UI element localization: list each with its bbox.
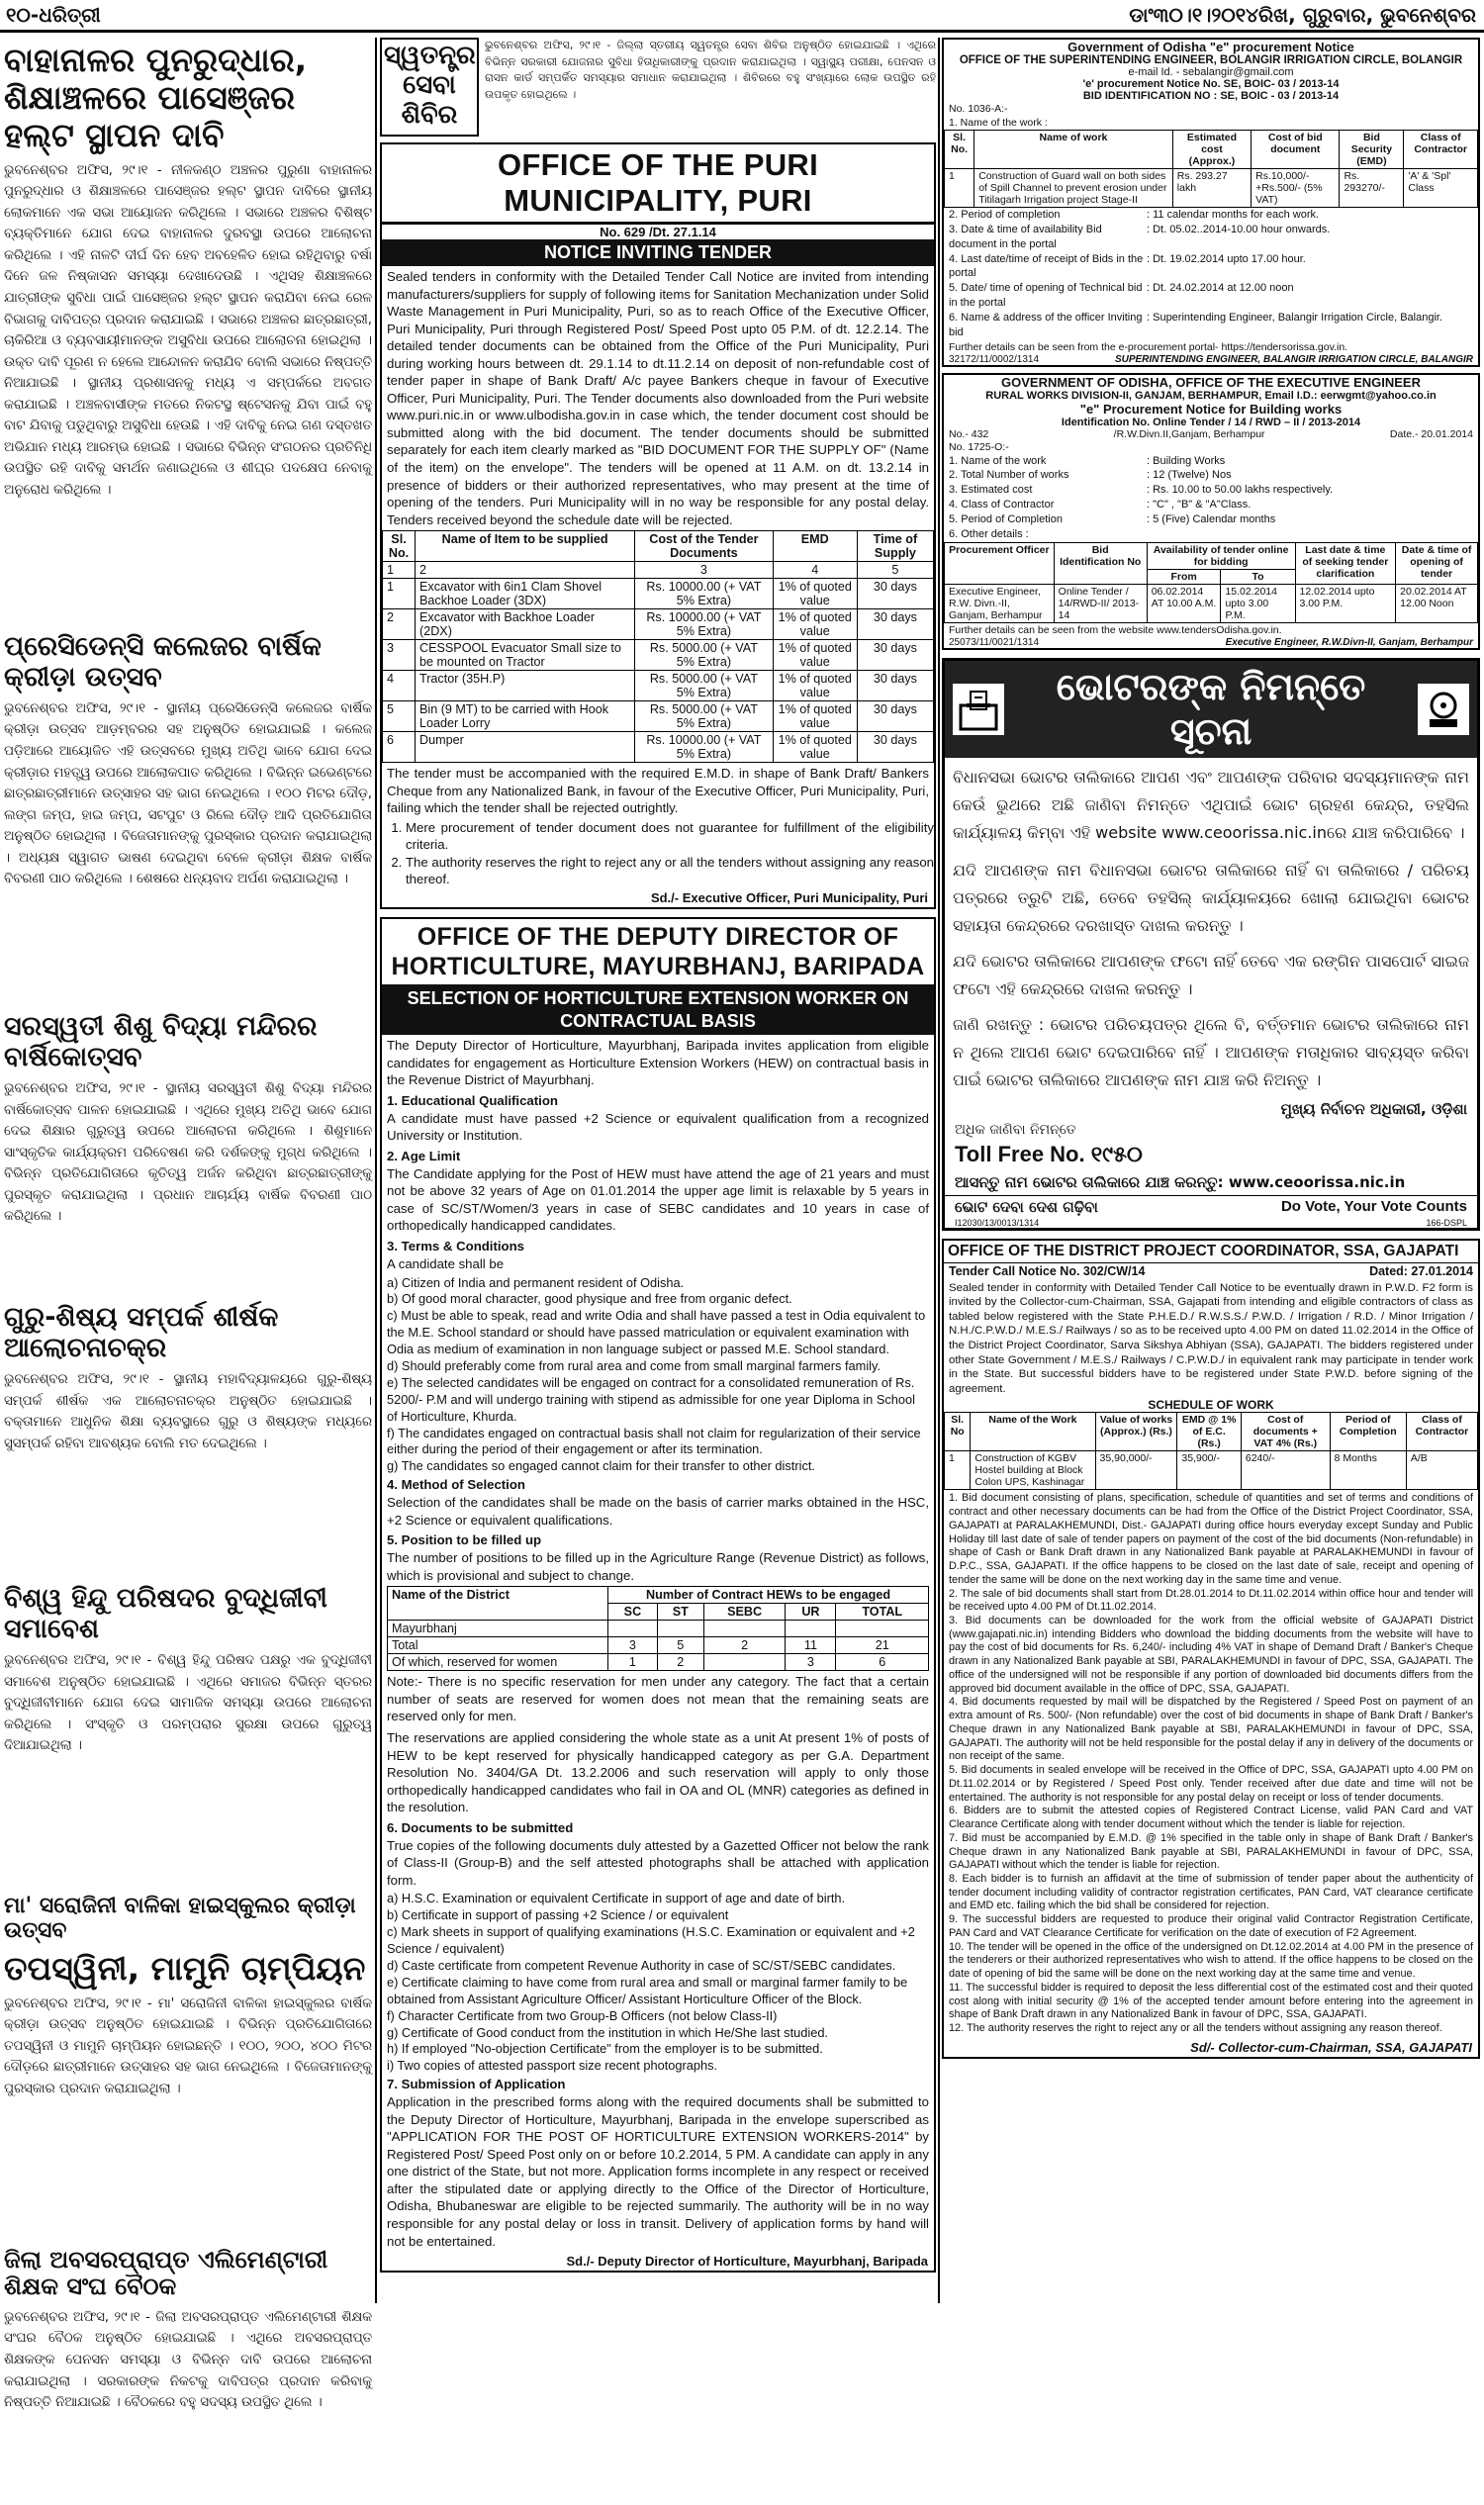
article-body: ଭୁବନେଶ୍ବର ଅଫିସ, ୨୯।୧ - ସ୍ଥାନୀୟ ସରସ୍ୱତୀ ଶିଶୁ ବିଦ୍ୟା ମନ୍ଦିରର ବାର୍ଷିକୋତ୍ସବ ପାଳନ ହୋଇଯାଇଛି । ଏଥିରେ ମୁଖ୍ୟ ଅତିଥି ଭାବେ ଯୋଗ ଦେଇ ଶିକ୍ଷାର ଗୁରୁତ୍ୱ ଉପରେ ଆଲୋଚନା କରିଥିଲେ । ଶିଶୁମାନେ ସାଂସ୍କୃତିକ କାର୍ଯ୍ୟକ୍ରମ ପରିବେଷଣ କରି ଦର୍ଶକଙ୍କୁ ମୁଗ୍ଧ କରିଥିଲେ । ବିଭିନ୍ନ ପ୍ରତିଯୋଗିତାରେ କୃତିତ୍ୱ ଅର୍ଜନ କରିଥିବା ଛାତ୍ରଛାତ୍ରୀଙ୍କୁ ପୁରସ୍କୃତ କରାଯାଇଥିଲା । ପ୍ରଧାନ ଆଚାର୍ଯ୍ୟ ବାର୍ଷିକ ବିବରଣୀ ପାଠ କରିଥିଲେ । bbox=[4, 1081, 372, 1225]
headline: ପ୍ରେସିଡେନ୍ସି କଲେଜର ବାର୍ଷିକ କ୍ରୀଡ଼ା ଉତ୍ସବ bbox=[4, 630, 322, 693]
promo-tag: ସ୍ୱତନ୍ତ୍ର ସେବା ଶିବିର bbox=[380, 38, 479, 137]
office-address: /R.W.Divn.II,Ganjam, Berhampur bbox=[1113, 427, 1265, 440]
signature: Sd/- Collector-cum-Chairman, SSA, GAJAPATI bbox=[1190, 2039, 1472, 2055]
table-cell: 2 bbox=[416, 562, 635, 579]
table-row bbox=[945, 1451, 1478, 1490]
table-header: Last date & time of seeking tender clarification bbox=[1295, 542, 1396, 584]
detail-label: 2. Total Number of works bbox=[949, 469, 1069, 482]
signature: SUPERINTENDING ENGINEER, BALANGIR IRRIGATION CIRCLE, BALANGIR bbox=[1114, 353, 1473, 365]
section-heading: 1. Educational Qualification bbox=[387, 1092, 558, 1108]
promo-block bbox=[380, 38, 936, 137]
table-row bbox=[383, 609, 934, 640]
slogan-odia: ଭୋଟ ଦେବା ଦେଶ ଗଢ଼ିବା bbox=[955, 1197, 1098, 1216]
table-header: Cost of bid document bbox=[1252, 131, 1340, 169]
notice-title: OFFICE OF THE DEPUTY DIRECTOR OF HORTICULTURE, MAYURBHANJ, BARIPADA bbox=[391, 923, 925, 981]
bid-id: BID IDENTIFICATION NO : SE, BOIC - 03 / 2013-14 bbox=[1082, 90, 1340, 102]
table-cell: Of which, reserved for women bbox=[388, 1654, 608, 1671]
berhampur-notice bbox=[942, 373, 1480, 650]
table-cell: 'A' & 'Spl' Class bbox=[1404, 169, 1478, 208]
list-item: 7. Bid must be accompanied by E.M.D. @ 1% specified in the table only in shape of Bank Draft / Banker's Cheque drawn in any Nationalized Bank payable at SBI, PARALAKHEMUNDI in favour of DPC, SSA, GAJAPATI without which the tender is liable for rejection. bbox=[949, 1831, 1473, 1872]
table-cell: 4 bbox=[773, 562, 857, 579]
section-text: Application in the prescribed forms along with the required documents shall be submitted to the Deputy Director of Horticulture, Mayurbhanj, Baripada in the envelope superscribed as "APPLICATION FOR THE POST OF HORTICULTURE EXTENSION WORKERS-2014" by Registered Post/ Speed Post only on or before 10.2.2014, 5 PM. A candidate can apply in any one district of the State, but not more. Application forms incomplete in any respect or received after the stipulated date or applying directly to the Office of the Director of Horticulture, Odisha, Bhubaneswar are eligible to be rejected summarily. The authority will be in no way responsible for any postal delay or loss in transit. Delivery of application forms by hand will not be entertained. bbox=[387, 2094, 929, 2249]
list-item: 3. Bid documents can be downloaded for the work from the official website of GAJAPATI District (www.gajapati.nic.in) intending Bidders who download the bidding documents from the website will have to pay the cost of bid documents for Rs. 6,240/- including 4% VAT in shape of Demand Draft / Banker's Cheque drawn in any Nationalized Bank payable at SBI, PARALAKHEMUNDI in favour of DPC, SSA, GAJAPATI. The office of the undersigned will not be responsible if any portion of downloaded bid documents differs from the approved bid document available in the office of DPC, SSA, GAJAPATI. bbox=[949, 1615, 1473, 1695]
table-header: Time of Supply bbox=[857, 531, 933, 562]
table-header: Name of Item to be supplied bbox=[416, 531, 635, 562]
table-cell: 30 days bbox=[857, 701, 933, 732]
table-cell: Rs.10,000/- +Rs.500/- (5% VAT) bbox=[1252, 169, 1340, 208]
procurement-table bbox=[944, 542, 1478, 623]
table-cell: 6240/- bbox=[1241, 1451, 1330, 1490]
table-cell: 2 bbox=[703, 1637, 786, 1654]
section-text: A candidate must have passed +2 Science or equivalent qualification from a recognized University or Institution. bbox=[387, 1110, 929, 1144]
table-header: EMD @ 1% of E.C. (Rs.) bbox=[1177, 1413, 1241, 1451]
table-header: Cost of documents + VAT 4% (Rs.) bbox=[1241, 1413, 1330, 1451]
table-cell bbox=[703, 1654, 786, 1671]
list-item: c) Mark sheets in support of qualifying examinations (H.S.C. Examination or equivalent and +2 Science / equivalent) bbox=[387, 1924, 915, 1957]
column-divider bbox=[375, 38, 377, 2303]
table-header: Sl. No bbox=[945, 1413, 971, 1451]
headline: ବିଶ୍ୱ ହିନ୍ଦୁ ପରିଷଦର ବୁଦ୍ଧିଜୀବୀ ସମାବେଶ bbox=[4, 1583, 327, 1645]
notice-title: Government of Odisha "e" procurement Notice bbox=[1067, 40, 1354, 54]
list-item: 1. Mere procurement of tender document does not guarantee for fulfillment of the eligibility criteria. bbox=[406, 819, 934, 854]
list-item: d) Should preferably come from rural area and come from small marginal farmers family. bbox=[387, 1357, 881, 1373]
notice-bar: NOTICE INVITING TENDER bbox=[382, 239, 934, 266]
table-cell: 3 bbox=[786, 1654, 836, 1671]
section-text: A candidate shall be bbox=[387, 1255, 505, 1271]
notice-intro: Sealed tender in conformity with Detailed Tender Call Notice to be eventually drawn in P.W.D. F2 form is invited by the Collector-cum-Chairman, SSA, Gajapati from intending and eligible contractors of class as tabled below registered with the State P.H.E.D./ R.W.S.S./ P.W.D. / Irrigation / R.D. / Minor Irrigation / N.H./C.P.W.D./ M.E.S./ Railways / so as to be received upto 4.00 PM on dated 11.02.2014 in the Office of the District Project Coordinator, Sarva Sikshya Abhiyan (SSA), GAJAPATI. The bidders registered under other State Government / M.E.S./ Railways / C.P.W.D./ in equivalent rank may participate in tender work in the State. But successful bidders have to be registered under State P.W.D. before signing of the agreement. bbox=[949, 1281, 1473, 1395]
list-item: b) Certificate in support of passing +2 Science / or equivalent bbox=[387, 1907, 729, 1923]
table-cell: 8 Months bbox=[1330, 1451, 1406, 1490]
column-divider bbox=[938, 38, 940, 2303]
table-cell: CESSPOOL Evacuator Small size to be mounted on Tractor bbox=[416, 640, 635, 671]
notice-intro: Sealed tenders in conformity with the Detailed Tender Call Notice are invited from intending manufacturers/suppliers for supply of following items for Sanitation Mechanization under Solid Waste Management in Puri Municipality, Puri, so as to reach Office of the Executive Officer, Puri Municipality, Puri through Registered Post/ Speed Post upto 05 P.M. of dt. 12.2.14. The detailed tender documents can be obtained from the Office of the Puri Municipality, Puri during working hours between dt. 29.1.14 to dt.11.2.14 on deposit of non-refundable cost of tender paper in shape of Bank Draft/ A/c payee Bankers cheque in favour of Executive Officer, Puri Municipality, Puri. The Tender documents also downloaded from the Puri website www.puri.nic.in or www.ulbodisha.gov.in in case which, the tender document cost should be submitted along with the bid document. The tender documents should be submitted separately for each item clearly marked as "BID DOCUMENT FOR THE SUPPLY OF" (Name of the item) on the envelope". The tenders will be opened at 11 A.M. on dt. 13.2.14 in presence of bidders or their authorized representatives, who may present at the time of opening of the tenders. Puri Municipality will in no way be responsible for any postal delay. Tenders received beyond the schedule date will be rejected. bbox=[387, 269, 929, 527]
table-cell: 06.02.2014 AT 10.00 A.M. bbox=[1147, 584, 1221, 622]
table-header: Estimated cost (Approx.) bbox=[1172, 131, 1251, 169]
notice-column bbox=[942, 38, 1480, 2303]
table-cell: 15.02.2014 upto 3.00 P.M. bbox=[1221, 584, 1295, 622]
table-cell: 6 bbox=[836, 1654, 929, 1671]
ad-paragraph: ବିଧାନସଭା ଭୋଟର ତାଲିକାରେ ଆପଣ ଏବଂ ଆପଣଙ୍କ ପରିବାର ସଦସ୍ୟମାନଙ୍କ ନାମ କେଉଁ ଭୁଥରେ ଅଛି ଜାଣିବା ନିମନ୍ତେ ଏଥିପାଇଁ ଭୋଟ ଗ୍ରହଣ କେନ୍ଦ୍ର, ତହସିଲ କାର୍ଯ୍ୟାଳୟ କିମ୍ବା ଏହି website www.ceoorissa.nic.inରେ ଯାଞ୍ଚ କରିପାରିବେ । bbox=[953, 767, 1469, 842]
article-body: ଭୁବନେଶ୍ବର ଅଫିସ, ୨୯।୧ - ଜିଲ୍ଲା ସ୍ତରୀୟ ସ୍ୱତନ୍ତ୍ର ସେବା ଶିବିର ଅନୁଷ୍ଠିତ ହୋଇଯାଇଛି । ଏଥିରେ ବିଭିନ୍ନ ସରକାରୀ ଯୋଜନାର ସୁବିଧା ହିତାଧିକାରୀଙ୍କୁ ପ୍ରଦାନ କରାଯାଇଥିଲା । ସ୍ୱାସ୍ଥ୍ୟ ପରୀକ୍ଷା, ପେନସନ ଓ ରାସନ କାର୍ଡ ସମ୍ପର୍କିତ ସମସ୍ୟାର ସମାଧାନ କରାଯାଇଥିଲା । ଶିବିରରେ ବହୁ ସଂଖ୍ୟାରେ ଲୋକ ଉପସ୍ଥିତ ରହି ଉପକୃତ ହୋଇଥିଲେ । bbox=[485, 39, 936, 101]
table-cell: 5 bbox=[857, 562, 933, 579]
details-list bbox=[944, 454, 1478, 542]
documents-list bbox=[382, 1891, 934, 2075]
table-cell: Excavator with Backhoe Loader (2DX) bbox=[416, 609, 635, 640]
list-item: e) Certificate claiming to have come from rural area and small or marginal farmer family to be obtained from Assistant Agriculture Officer/ Assistant Horticulture Officer of the Block. bbox=[387, 1974, 908, 2006]
table-cell bbox=[786, 1621, 836, 1637]
detail-value: : 5 (Five) Calendar months bbox=[1147, 512, 1276, 525]
detail-value bbox=[1147, 527, 1473, 542]
table-cell: 5 bbox=[657, 1637, 703, 1654]
table-header: Class of Contractor bbox=[1406, 1413, 1477, 1451]
detail-label: 1. Name of the work bbox=[949, 454, 1047, 467]
article-body: ଭୁବନେଶ୍ବର ଅଫିସ, ୨୯।୧ - ମା' ସରୋଜିନୀ ବାଳିକା ହାଇସ୍କୁଲର ବାର୍ଷିକ କ୍ରୀଡ଼ା ଉତ୍ସବ ଅନୁଷ୍ଠିତ ହୋଇଯାଇଛି । ବିଭିନ୍ନ ପ୍ରତିଯୋଗିତାରେ ତପସ୍ୱିନୀ ଓ ମାମୁନି ଚାମ୍ପିୟନ ହୋଇଛନ୍ତି । ୧୦୦, ୨୦୦, ୪୦୦ ମିଟର ଦୌଡ଼ରେ ଛାତ୍ରୀମାନେ ଉତ୍ସାହର ସହ ଭାଗ ନେଇଥିଲେ । ବିଜେତାମାନଙ୍କୁ ପୁରସ୍କାର ପ୍ରଦାନ କରାଯାଇଥିଲା । bbox=[4, 1995, 372, 2096]
detail-label: 5. Period of Completion bbox=[949, 512, 1063, 525]
detail-value: : 12 (Twelve) Nos bbox=[1147, 469, 1232, 482]
detail-label: 6. Other details : bbox=[949, 527, 1029, 540]
voter-info-ad bbox=[942, 658, 1480, 1231]
ad-ref: 32172/11/0002/1314 bbox=[949, 353, 1040, 365]
table-header: Cost of the Tender Documents bbox=[635, 531, 773, 562]
table-cell: Rs. 293270/- bbox=[1340, 169, 1404, 208]
notice-number: 'e' procurement Notice No. SE, BOIC- 03 / 2013-14 bbox=[1082, 78, 1340, 90]
table-cell: 3 bbox=[635, 562, 773, 579]
puri-items-table bbox=[382, 530, 934, 763]
list-item: 8. Each bidder is to furnish an affidavit at the time of submission of tender paper about the authenticity of tender document including validity of contractor registration certificates, PAN Card, VAT clearance certificate and EMD etc. failing which the bid shall be considered for rejection. bbox=[949, 1872, 1473, 1912]
table-cell bbox=[657, 1621, 703, 1637]
ref-number: No. 1036-A:- bbox=[949, 103, 1008, 115]
list-item: 2. The authority reserves the right to reject any or all the tenders without assigning any reason thereof. bbox=[406, 854, 934, 888]
table-header: Availability of tender online for bidding bbox=[1147, 542, 1295, 569]
table-cell: 11 bbox=[786, 1637, 836, 1654]
notice-office: OFFICE OF THE SUPERINTENDING ENGINEER, BOLANGIR IRRIGATION CIRCLE, BOLANGIR bbox=[959, 54, 1463, 66]
vacancy-table bbox=[387, 1586, 929, 1671]
section-heading: 2. Age Limit bbox=[387, 1148, 461, 1163]
list-item: 11. The successful bidder is required to deposit the less differential cost of the estimated cost and their quoted cost along with initial security @ 1% of the accepted tender amount before entering into the agreement in shape of Bank Draft drawn in any Nationalized Bank in favour of DPC, SSA, GAJAPATI. bbox=[949, 1981, 1473, 2021]
table-cell: 3 bbox=[383, 640, 416, 671]
list-item: 4. Bid documents requested by mail will be dispatched by the Registered / Speed Post on payment of an extra amount of Rs. 500/- (Non refundable) over the cost of bid documents in shape of Bank Draft / Banker's Cheque drawn in any Nationalized Bank payable at SBI, PARALAKHEMUNDI in favour of DPC, SSA, GAJAPATI. The authority will not be held responsible for the postal delay if any in delivery of the documents or non receipt of the same. bbox=[949, 1696, 1473, 1763]
page-header bbox=[0, 0, 1484, 33]
ref-number: No. 1725-O:- bbox=[949, 440, 1009, 453]
table-cell: 1 bbox=[383, 579, 416, 609]
table-cell: 1% of quoted value bbox=[773, 579, 857, 609]
table-header: Class of Contractor bbox=[1404, 131, 1478, 169]
detail-label: 6. Name & address of the officer Inviting bid bbox=[949, 311, 1143, 338]
list-item: g) Certificate of Good conduct from the institution in which He/She last studied. bbox=[387, 2024, 828, 2040]
table-cell: 35,90,000/- bbox=[1095, 1451, 1177, 1490]
notice-title: OFFICE OF THE DISTRICT PROJECT COORDINATOR, SSA, GAJAPATI bbox=[944, 1241, 1478, 1263]
table-cell: 30 days bbox=[857, 732, 933, 763]
table-cell: 5 bbox=[383, 701, 416, 732]
list-item: i) Two copies of attested passport size recent photographs. bbox=[387, 2058, 718, 2074]
table-header: TOTAL bbox=[836, 1604, 929, 1621]
table-row bbox=[945, 584, 1478, 622]
list-item: f) The candidates engaged on contractual basis shall not claim for regularization of their service either during the period of their engagement or after its termination. bbox=[387, 1425, 921, 1457]
notice-title: OFFICE OF THE PURI MUNICIPALITY, PURI bbox=[382, 144, 934, 225]
table-cell: Rs. 5000.00 (+ VAT 5% Extra) bbox=[635, 671, 773, 701]
table-cell: 1 bbox=[608, 1654, 658, 1671]
page-number-label: ୧୦-ଧରିତ୍ରୀ bbox=[6, 3, 101, 27]
table-row bbox=[945, 169, 1478, 208]
table-cell: 35,900/- bbox=[1177, 1451, 1241, 1490]
notice-list bbox=[382, 819, 934, 888]
table-row bbox=[388, 1637, 929, 1654]
table-cell: 2 bbox=[657, 1654, 703, 1671]
check-website: ଆସନ୍ତୁ ନାମ ଭୋଟର ତାଲିକାରେ ଯାଞ୍ଚ କରନ୍ତୁ: www.ceoorissa.nic.in bbox=[955, 1172, 1406, 1191]
toll-free-number: Toll Free No. ୧୯୫୦ bbox=[955, 1141, 1143, 1166]
table-cell bbox=[836, 1621, 929, 1637]
more-info-label: ଅଧିକ ଜାଣିବା ନିମନ୍ତେ bbox=[955, 1121, 1076, 1138]
further-details: Further details can be seen from the website www.tendersOdisha.gov.in. bbox=[949, 623, 1282, 636]
notice-outro: The tender must be accompanied with the required E.M.D. in shape of Bank Draft/ Bankers Cheque from any Nationalized Bank, in favour of the Executive Officer, Puri Municipality, Puri, failing which the tender shall be rejected outrightly. bbox=[387, 766, 929, 816]
ad-paragraph: ଜାଣି ରଖନ୍ତୁ : ଭୋଟର ପରିଚୟପତ୍ର ଥିଲେ ବି, ବର୍ତ୍ତମାନ ଭୋଟର ତାଲିକାରେ ନାମ ନ ଥିଲେ ଆପଣ ଭୋଟ ଦେଇପାରିବେ ନାହିଁ । ଆପଣଙ୍କ ମତାଧିକାର ସାବ୍ୟସ୍ତ କରିବା ପାଇଁ ଭୋଟର ତାଲିକାରେ ଆପଣଙ୍କ ନାମ ଯାଞ୍ଚ କରି ନିଅନ୍ତୁ । bbox=[953, 1014, 1469, 1089]
ballot-box-icon bbox=[951, 682, 1006, 737]
table-cell: Rs. 10000.00 (+ VAT 5% Extra) bbox=[635, 579, 773, 609]
table-cell: Mayurbhanj bbox=[388, 1621, 608, 1637]
ad-title: ଭୋଟରଙ୍କ ନିମନ୍ତେ ସୂଚନା bbox=[1056, 664, 1366, 753]
table-row bbox=[383, 579, 934, 609]
article-body: ଭୁବନେଶ୍ବର ଅଫିସ, ୨୯।୧ - ବିଶ୍ୱ ହିନ୍ଦୁ ପରିଷଦ ପକ୍ଷରୁ ଏକ ବୁଦ୍ଧିଜୀବୀ ସମାବେଶ ଅନୁଷ୍ଠିତ ହୋଇଯାଇଛି । ଏଥିରେ ସମାଜର ବିଭିନ୍ନ ସ୍ତରର ବୁଦ୍ଧିଜୀବୀମାନେ ଯୋଗ ଦେଇ ସାମାଜିକ ସମସ୍ୟା ଉପରେ ଆଲୋଚନା କରିଥିଲେ । ସଂସ୍କୃତି ଓ ପରମ୍ପରାର ସୁରକ୍ଷା ଉପରେ ଗୁରୁତ୍ୱ ଦିଆଯାଇଥିଲା । bbox=[4, 1653, 372, 1754]
table-cell: Rs. 10000.00 (+ VAT 5% Extra) bbox=[635, 732, 773, 763]
signature: Executive Engineer, R.W.Divn-II, Ganjam, Berhampur bbox=[1225, 636, 1473, 648]
table-cell: 1% of quoted value bbox=[773, 701, 857, 732]
headline: ସରସ୍ୱତୀ ଶିଶୁ ବିଦ୍ୟା ମନ୍ଦିରର ବାର୍ଷିକୋତ୍ସବ bbox=[4, 1010, 318, 1072]
table-row bbox=[383, 640, 934, 671]
list-item: d) Caste certificate from competent Revenue Authority in case of SC/ST/SEBC candidates. bbox=[387, 1957, 896, 1973]
table-cell: Tractor (35H.P) bbox=[416, 671, 635, 701]
notice-intro: The Deputy Director of Horticulture, Mayurbhanj, Baripada invites application from eligible candidates for engagement as Horticulture Extension Workers (HEW) on contractual basis in the Revenue District of Mayurbhanj. bbox=[387, 1038, 929, 1088]
note-text: The reservations are applied considering the whole state as a unit At present 1% of posts of HEW to be kept reserved for physically handicapped category as per G.A. Department Resolution No. 3404/GA Dt. 13.2.2006 and such reservation will apply to only those orthopedically handicapped candidates who fail in OA and OL (MNR) categories as defined in the resolution. bbox=[387, 1730, 929, 1815]
table-header: Period of Completion bbox=[1330, 1413, 1406, 1451]
detail-value: : Superintending Engineer, Balangir Irrigation Circle, Balangir. bbox=[1147, 311, 1443, 324]
detail-value: : Dt. 05.02..2014-10.00 hour onwards. bbox=[1147, 223, 1331, 235]
table-cell: 1% of quoted value bbox=[773, 640, 857, 671]
table-cell: 1% of quoted value bbox=[773, 609, 857, 640]
notice-column bbox=[380, 38, 936, 2303]
list-item: f) Character Certificate from two Group-B Officers (not below Class-II) bbox=[387, 2007, 778, 2023]
table-cell: Construction of Guard wall on both sides of Spill Channel to prevent erosion under Titilagarh Irrigation project Stage-II bbox=[974, 169, 1173, 208]
ad-ref: 25073/11/0021/1314 bbox=[949, 636, 1040, 648]
detail-label: 4. Class of Contractor bbox=[949, 499, 1055, 511]
section-text: Selection of the candidates shall be made on the basis of carrier marks obtained in the HSC, +2 Science or equivalent qualifications. bbox=[387, 1495, 929, 1528]
ad-ref: I12030/13/0013/1314 bbox=[955, 1217, 1040, 1228]
table-cell: 30 days bbox=[857, 579, 933, 609]
signature: Sd./- Deputy Director of Horticulture, Mayurbhanj, Baripada bbox=[566, 2254, 928, 2270]
table-cell: Excavator with 6in1 Clam Shovel Backhoe Loader (3DX) bbox=[416, 579, 635, 609]
table-cell: 12.02.2014 upto 3.00 P.M. bbox=[1295, 584, 1396, 622]
schedule-heading: SCHEDULE OF WORK bbox=[1148, 1398, 1274, 1413]
page-date-label: ଡାଂ୩୦।୧।୨୦୧୪ରିଖ, ଗୁରୁବାର, ଭୁବନେଶ୍ବର bbox=[1129, 3, 1476, 27]
list-item: b) Of good moral character, good physique and free from organic defect. bbox=[387, 1291, 792, 1307]
section-heading: 7. Submission of Application bbox=[387, 2077, 566, 2092]
section-text: True copies of the following documents duly attested by a Gazetted Officer not below the rank of Class-II (Group-B) and the self attested photographs shall be attached with application form. bbox=[387, 1837, 929, 1888]
section-heading: 3. Terms & Conditions bbox=[387, 1238, 524, 1253]
article-body: ଭୁବନେଶ୍ବର ଅଫିସ, ୨୯।୧ - ନୀଳକଣ୍ଠ ଅଞ୍ଚଳର ପୁରୁଣା ବାହାନାଳର ପୁନରୁଦ୍ଧାର ଓ ଶିକ୍ଷାଞ୍ଚଳରେ ପାସେଞ୍ଜର ହଲ୍ଟ ସ୍ଥାପନ ଦାବିରେ ସ୍ଥାନୀୟ ଲୋକମାନେ ଏକ ସଭା ଆୟୋଜନ କରିଥିଲେ । ସଭାରେ ଅଞ୍ଚଳର ବିଶିଷ୍ଟ ବ୍ୟକ୍ତିମାନେ ଯୋଗ ଦେଇ ବାହାନାଳର ଦୁରବସ୍ଥା ଉପରେ ଆଲୋଚନା କରିଥିଲେ । ଏହି ନାଳଟି ଦୀର୍ଘ ଦିନ ହେବ ଅବହେଳିତ ହୋଇ ରହିଥିବାରୁ ବର୍ଷା ଦିନେ ଜଳ ନିଷ୍କାସନ ସମସ୍ୟା ଦେଖାଦେଉଛି । ଏଥିସହ ଶିକ୍ଷାଞ୍ଚଳରେ ଯାତ୍ରୀଙ୍କ ସୁବିଧା ପାଇଁ ପାସେଞ୍ଜର ହଲ୍ଟ ସ୍ଥାପନ କରାଯିବା ନେଇ ରେଳ ବିଭାଗକୁ ଦାବିପତ୍ର ପ୍ରଦାନ କରାଯାଇଛି । ସଭାରେ ଅଞ୍ଚଳର ଛାତ୍ରଛାତ୍ରୀ, ଚାକିରିଆ ଓ ବ୍ୟବସାୟୀମାନଙ୍କ ଅସୁବିଧା ଉପରେ ଆଲୋଚନା ହୋଇଥିଲା । ଉକ୍ତ ଦାବି ପୂରଣ ନ ହେଲେ ଆନ୍ଦୋଳନ କରାଯିବ ବୋଲି ସଭାରେ ନିଷ୍ପତ୍ତି ନିଆଯାଇଛି । ସ୍ଥାନୀୟ ପ୍ରଶାସନକୁ ମଧ୍ୟ ଏ ସମ୍ପର୍କରେ ଅବଗତ କରାଯାଇଛି । ଅଞ୍ଚଳବାସୀଙ୍କ ମତରେ ନିକଟସ୍ଥ ଷ୍ଟେସନକୁ ଯିବା ପାଇଁ ବହୁ ବାଟ ଯିବାକୁ ପଡୁଥିବାରୁ ଅସୁବିଧା ହେଉଛି । ଏହି ଦାବିକୁ ନେଇ ଗଣ ଦସ୍ତଖତ ଅଭିଯାନ ମଧ୍ୟ ଆରମ୍ଭ ହୋଇଛି । ସଭାରେ ବିଭିନ୍ନ ସଂଗଠନର ପ୍ରତିନିଧି ଉପସ୍ଥିତ ରହି ଦାବିକୁ ସମର୍ଥନ ଜଣାଇଥିଲେ ଓ ଶୀଘ୍ର ପଦକ୍ଷେପ ନେବାକୁ ଅନୁରୋଧ କରିଥିଲେ । bbox=[4, 162, 372, 498]
list-item: 5. Bid documents in sealed envelope will be received in the Office of DPC, SSA, GAJAPATI upto 4.00 PM on Dt.11.02.2014 or by Registered / Speed Post only. Tender received after due date and time will not be entertained. The authority is not responsible for any postal delay on receipt or loss of tender documents. bbox=[949, 1764, 1473, 1804]
table-cell: 1 bbox=[383, 562, 416, 579]
table-cell bbox=[608, 1621, 658, 1637]
detail-value: : Dt. 24.02.2014 at 12.00 noon bbox=[1147, 282, 1294, 295]
ref-number: No.- 432 bbox=[949, 427, 989, 440]
table-header: Bid Security (EMD) bbox=[1340, 131, 1404, 169]
list-item: a) H.S.C. Examination or equivalent Certificate in support of age and date of birth. bbox=[387, 1891, 846, 1906]
detail-value: : Building Works bbox=[1147, 454, 1226, 467]
emblem-icon bbox=[1416, 682, 1471, 737]
article-body: ଭୁବନେଶ୍ବର ଅଫିସ, ୨୯।୧ - ସ୍ଥାନୀୟ ମହାବିଦ୍ୟାଳୟରେ ଗୁରୁ-ଶିଷ୍ୟ ସମ୍ପର୍କ ଶୀର୍ଷକ ଏକ ଆଲୋଚନାଚକ୍ର ଅନୁଷ୍ଠିତ ହୋଇଯାଇଛି । ବକ୍ତାମାନେ ଆଧୁନିକ ଶିକ୍ଷା ବ୍ୟବସ୍ଥାରେ ଗୁରୁ ଓ ଶିଷ୍ୟଙ୍କ ମଧ୍ୟରେ ସୁସମ୍ପର୍କ ରହିବା ଆବଶ୍ୟକ ବୋଲି ମତ ଦେଇଥିଲେ । bbox=[4, 1372, 372, 1451]
table-cell: Executive Engineer, R.W. Divn.-II, Ganjam, Berhampur bbox=[945, 584, 1055, 622]
table-header: ST bbox=[657, 1604, 703, 1621]
table-row bbox=[388, 1654, 929, 1671]
bolangir-notice bbox=[942, 38, 1480, 367]
detail-label: 2. Period of completion bbox=[949, 209, 1061, 221]
detail-value: : Rs. 10.00 to 50.00 lakhs respectively. bbox=[1147, 484, 1334, 497]
table-cell: Total bbox=[388, 1637, 608, 1654]
table-cell: A/B bbox=[1406, 1451, 1477, 1490]
table-cell: 1 bbox=[945, 1451, 971, 1490]
table-row bbox=[383, 671, 934, 701]
table-cell bbox=[703, 1621, 786, 1637]
section-label: 1. Name of the work : bbox=[949, 117, 1048, 129]
tender-number: Tender Call Notice No. 302/CW/14 bbox=[949, 1263, 1146, 1278]
signature: Sd./- Executive Officer, Puri Municipality, Puri bbox=[650, 890, 928, 906]
article-body: ଭୁବନେଶ୍ବର ଅଫିସ, ୨୯।୧ - ସ୍ଥାନୀୟ ପ୍ରେସିଡେନ୍ସି କଲେଜର ବାର୍ଷିକ କ୍ରୀଡ଼ା ଉତ୍ସବ ଆଡ଼ମ୍ବରର ସହ ଅନୁଷ୍ଠିତ ହୋଇଯାଇଛି । କଲେଜ ପଡ଼ିଆରେ ଆୟୋଜିତ ଏହି ଉତ୍ସବରେ ମୁଖ୍ୟ ଅତିଥି ଭାବେ ଯୋଗ ଦେଇ କ୍ରୀଡ଼ାର ମହତ୍ତ୍ୱ ଉପରେ ଆଲୋକପାତ କରିଥିଲେ । ବିଭିନ୍ନ ଇଭେଣ୍ଟରେ ଛାତ୍ରଛାତ୍ରୀମାନେ ଉତ୍ସାହର ସହ ଭାଗ ନେଇଥିଲେ । ୧୦୦ ମିଟର ଦୌଡ଼, ଲଙ୍ଗ ଜମ୍ପ, ହାଇ ଜମ୍ପ, ସଟପୁଟ ଓ ରିଲେ ଦୌଡ଼ ଆଦି ପ୍ରତିଯୋଗିତା ଅନୁଷ୍ଠିତ ହୋଇଥିଲା । ବିଜେତାମାନଙ୍କୁ ପୁରସ୍କାର ପ୍ରଦାନ କରାଯାଇଥିଲା । ଅଧ୍ୟକ୍ଷ ସ୍ୱାଗତ ଭାଷଣ ଦେଇଥିବା ବେଳେ କ୍ରୀଡ଼ା ଶିକ୍ଷକ ବାର୍ଷିକ ବିବରଣୀ ପାଠ କରିଥିଲେ । ଶେଷରେ ଧନ୍ୟବାଦ ଅର୍ପଣ କରାଯାଇଥିଲା । bbox=[4, 700, 372, 887]
table-header: Name of the District bbox=[388, 1587, 608, 1621]
table-header: Name of the Work bbox=[971, 1413, 1095, 1451]
table-header: Name of work bbox=[974, 131, 1173, 169]
table-cell: 6 bbox=[383, 732, 416, 763]
table-header: Date & time of opening of tender bbox=[1396, 542, 1478, 584]
table-row bbox=[383, 701, 934, 732]
detail-label: 3. Date & time of availability Bid document in the portal bbox=[949, 223, 1102, 250]
schedule-table bbox=[944, 1412, 1478, 1490]
details-list bbox=[944, 208, 1478, 340]
table-header: EMD bbox=[773, 531, 857, 562]
section-text: The Candidate applying for the Post of HEW must have attend the age of 21 years and must not be above 32 years of Age on 01.01.2014 the upper age limit is relaxable by 5 years in case of SC/ST/Women/3 years in case of SEBC candidates and 10 years in case of orthopedically handicapped candidates. bbox=[387, 1165, 929, 1234]
table-header: Bid Identification No bbox=[1054, 542, 1147, 584]
detail-value: : "C" , "B" & "A"Class. bbox=[1147, 499, 1252, 511]
headline: ଜିଲା ଅବସରପ୍ରାପ୍ତ ଏଲିମେଣ୍ଟାରୀ ଶିକ୍ଷକ ସଂଘ ବୈଠକ bbox=[4, 2245, 328, 2301]
notice-title: GOVERNMENT OF ODISHA, OFFICE OF THE EXECUTIVE ENGINEER bbox=[1001, 374, 1421, 390]
detail-label: 3. Estimated cost bbox=[949, 484, 1033, 497]
table-cell: Online Tender / 14/RWD-II/ 2013-14 bbox=[1054, 584, 1147, 622]
ad-paragraph: ଯଦି ଭୋଟର ତାଲିକାରେ ଆପଣଙ୍କ ଫଟୋ ନାହିଁ ତେବେ ଏକ ରଙ୍ଗିନ ପାସପୋର୍ଟ ସାଇଜ ଫଟୋ ଏହି କେନ୍ଦ୍ରରେ ଦାଖଲ କରନ୍ତୁ । bbox=[953, 951, 1469, 998]
headline: ତପସ୍ୱିନୀ, ମାମୁନି ଚାମ୍ପିୟନ bbox=[4, 1948, 366, 1988]
conditions-list bbox=[382, 1275, 934, 1476]
further-details: Further details can be seen from the e-procurement portal- https://tendersorissa.gov.in. bbox=[949, 340, 1348, 353]
list-item: 12. The authority reserves the right to reject any or all the tenders without assigning any reason thereof. bbox=[949, 2022, 1442, 2035]
detail-label: 4. Last date/time of receipt of Bids in the portal bbox=[949, 252, 1144, 280]
table-cell: Rs. 10000.00 (+ VAT 5% Extra) bbox=[635, 609, 773, 640]
table-header: SEBC bbox=[703, 1604, 786, 1621]
notice-number: No. 629 /Dt. 27.1.14 bbox=[600, 225, 716, 239]
table-header: Value of works (Approx.) (Rs.) bbox=[1095, 1413, 1177, 1451]
list-item: 9. The successful bidders are requested to produce their original valid Contractor Registration Certificate, PAN Card and VAT Clearance Certificate for verification on the date of execution of F2 Agreement. bbox=[949, 1913, 1473, 1939]
detail-label: 5. Date/ time of opening of Technical bid in the portal bbox=[949, 282, 1143, 310]
list-item: 6. Bidders are to submit the attested copies of Registered Contract License, valid PAN Card and VAT Clearance Certificate along with tender document without which the tender is liable for rejection. bbox=[949, 1805, 1473, 1831]
bid-id: Identification No. Online Tender / 14 / RWD – II / 2013-2014 bbox=[1061, 416, 1361, 428]
list-item: c) Must be able to speak, read and write Odia and shall have passed a test in Odia equivalent to the M.E. School standard or should have passed matriculation or equivalent examination with Odia as medium of examination in non language subject or passed M.E. School standard. bbox=[387, 1308, 926, 1357]
notice-date: Dated: 27.01.2014 bbox=[1369, 1263, 1473, 1278]
section-text: The number of positions to be filled up in the Agriculture Range (Revenue District) as follows, which is provisional and subject to change. bbox=[387, 1550, 929, 1583]
headline: ଗୁରୁ-ଶିଷ୍ୟ ସମ୍ପର୍କ ଶୀର୍ଷକ ଆଲୋଚନାଚକ୍ର bbox=[4, 1302, 279, 1364]
table-cell: 30 days bbox=[857, 609, 933, 640]
table-header: Number of Contract HEWs to be engaged bbox=[608, 1587, 929, 1604]
notice-email: e-mail Id. - sebalangir@gmail.com bbox=[1128, 66, 1294, 78]
table-cell: 21 bbox=[836, 1637, 929, 1654]
table-header: Sl. No. bbox=[945, 131, 974, 169]
conditions-list bbox=[944, 1490, 1478, 2037]
article-body: ଭୁବନେଶ୍ବର ଅଫିସ, ୨୯।୧ - ଜିଲା ଅବସରପ୍ରାପ୍ତ ଏଲିମେଣ୍ଟାରୀ ଶିକ୍ଷକ ସଂଘର ବୈଠକ ଅନୁଷ୍ଠିତ ହୋଇଯାଇଛି । ଏଥିରେ ଅବସରପ୍ରାପ୍ତ ଶିକ୍ଷକଙ୍କ ପେନସନ ସମସ୍ୟା ଓ ବିଭିନ୍ନ ଦାବି ଉପରେ ଆଲୋଚନା କରାଯାଇଥିଲା । ସରକାରଙ୍କ ନିକଟକୁ ଦାବିପତ୍ର ପ୍ରଦାନ କରିବାକୁ ନିଷ୍ପତ୍ତି ନିଆଯାଇଛି । ବୈଠକରେ ବହୁ ସଦସ୍ୟ ଉପସ୍ଥିତ ଥିଲେ । bbox=[4, 2309, 372, 2411]
table-header: To bbox=[1221, 569, 1295, 584]
list-item: 1. Bid document consisting of plans, specification, schedule of quantities and set of terms and conditions of contract and other necessary documents can be had from the Office of the District Project Coordinator, SSA, GAJAPATI at PARALAKHEMUNDI, Dist.- GAJAPATI during office hours everyday except Sunday and Public Holiday till last date of sale of tender papers on payment of the cost of the bid documents (Non-refundable) in shape of Cash or Bank Draft drawn in any Nationalized Bank payable at PARALAKHEMUNDI in favour of D.P.C., SSA, GAJAPATI. If the office happens to be closed on the last date of sale, receipt and opening of tender the same will be done on the next working day in the same time and venue. bbox=[949, 1492, 1473, 1586]
kicker: ମା' ସରୋଜିନୀ ବାଳିକା ହାଇସ୍କୁଲର କ୍ରୀଡ଼ା ଉତ୍ସବ bbox=[4, 1894, 356, 1944]
table-cell: Dumper bbox=[416, 732, 635, 763]
officer-label: ମୁଖ୍ୟ ନିର୍ବାଚନ ଅଧିକାରୀ, ଓଡ଼ିଶା bbox=[1280, 1099, 1467, 1118]
table-cell: 1% of quoted value bbox=[773, 671, 857, 701]
gajapati-notice bbox=[942, 1239, 1480, 2059]
notice-date: Date.- 20.01.2014 bbox=[1389, 427, 1473, 440]
news-column bbox=[4, 38, 372, 2411]
list-item: e) The selected candidates will be engaged on contract for a consolidated remuneration of Rs. 5200/- P.M and will undergo training with stipend as admissible for one year Diploma in School of Horticulture, Khurda. bbox=[387, 1374, 915, 1424]
section-heading: 6. Documents to be submitted bbox=[387, 1819, 574, 1835]
notice-subtitle: "e" Procurement Notice for Building works bbox=[1079, 401, 1343, 417]
table-cell: 30 days bbox=[857, 671, 933, 701]
note-text: Note:- There is no specific reservation for men under any category. The fact that a certain number of seats are reserved for women does not mean that the remaining seats are reserved only for men. bbox=[387, 1674, 929, 1724]
table-cell: 20.02.2014 AT 12.00 Noon bbox=[1396, 584, 1478, 622]
section-heading: 5. Position to be filled up bbox=[387, 1532, 542, 1548]
table-cell: Construction of KGBV Hostel building at Block Colon UPS, Kashinagar bbox=[971, 1451, 1095, 1490]
section-heading: 4. Method of Selection bbox=[387, 1477, 525, 1493]
table-cell: Bin (9 MT) to be carried with Hook Loader Lorry bbox=[416, 701, 635, 732]
headline: ବାହାନାଳର ପୁନରୁଦ୍ଧାର, ଶିକ୍ଷାଞ୍ଚଳରେ ପାସେଞ୍ଜର ହଲ୍ଟ ସ୍ଥାପନ ଦାବି bbox=[4, 41, 308, 154]
table-header: Procurement Officer bbox=[945, 542, 1055, 584]
list-item: 10. The tender will be opened in the office of the undersigned on Dt.12.02.2014 at 4.00 PM in the presence of the tenderers or their authorized representatives who wish to attend. If the office happens to be closed on the date of opening of bid the same will be done on the next working day at the same time and venue. bbox=[949, 1940, 1473, 1981]
notice-bar: SELECTION OF HORTICULTURE EXTENSION WORKER ON CONTRACTUAL BASIS bbox=[382, 984, 934, 1035]
table-cell: Rs. 293.27 lakh bbox=[1172, 169, 1251, 208]
table-header: UR bbox=[786, 1604, 836, 1621]
notice-office: RURAL WORKS DIVISION-II, GANJAM, BERHAMPUR, Email I.D.: eerwgmt@yahoo.co.in bbox=[985, 389, 1437, 402]
horticulture-notice bbox=[380, 917, 936, 2273]
table-cell: Rs. 5000.00 (+ VAT 5% Extra) bbox=[635, 701, 773, 732]
table-row bbox=[383, 732, 934, 763]
work-table bbox=[944, 130, 1478, 208]
table-cell: Rs. 5000.00 (+ VAT 5% Extra) bbox=[635, 640, 773, 671]
ad-code: 166-DSPL bbox=[1426, 1217, 1467, 1228]
list-item: g) The candidates so engaged cannot claim for their transfer to other district. bbox=[387, 1458, 815, 1474]
table-header: SC bbox=[608, 1604, 658, 1621]
list-item: h) If employed "No-objection Certificate" from the employer is to be submitted. bbox=[387, 2041, 823, 2057]
table-cell: 1 bbox=[945, 169, 974, 208]
puri-tender-notice bbox=[380, 142, 936, 909]
slogan-english: Do Vote, Your Vote Counts bbox=[1280, 1197, 1467, 1215]
list-item: a) Citizen of India and permanent resident of Odisha. bbox=[387, 1274, 685, 1290]
table-cell: 3 bbox=[608, 1637, 658, 1654]
ad-paragraph: ଯଦି ଆପଣଙ୍କ ନାମ ବିଧାନସଭା ଭୋଟର ତାଲିକାରେ ନାହିଁ ବା ତାଲିକାରେ / ପରିଚୟ ପତ୍ରରେ ତ୍ରୁଟି ଅଛି, ତେବେ ତହସିଲ୍ କାର୍ଯ୍ୟାଳୟରେ ଖୋଲା ଯୋଇଥିବା ଭୋଟର ସହାୟତା କେନ୍ଦ୍ରରେ ଦରଖାସ୍ତ ଦାଖଲ କରନ୍ତୁ । bbox=[953, 860, 1469, 935]
detail-value: : 11 calendar months for each work. bbox=[1147, 209, 1320, 221]
table-cell: 30 days bbox=[857, 640, 933, 671]
table-cell: 1% of quoted value bbox=[773, 732, 857, 763]
detail-value: : Dt. 19.02.2014 upto 17.00 hour. bbox=[1147, 252, 1306, 265]
table-header: Sl. No. bbox=[383, 531, 416, 562]
table-header: From bbox=[1147, 569, 1221, 584]
table-cell: 4 bbox=[383, 671, 416, 701]
list-item: 2. The sale of bid documents shall start from Dt.28.01.2014 to Dt.11.02.2014 within office hour and tender will be received upto 4.00 PM of Dt.11.02.2014. bbox=[949, 1587, 1473, 1614]
table-cell: 2 bbox=[383, 609, 416, 640]
table-row bbox=[388, 1621, 929, 1637]
